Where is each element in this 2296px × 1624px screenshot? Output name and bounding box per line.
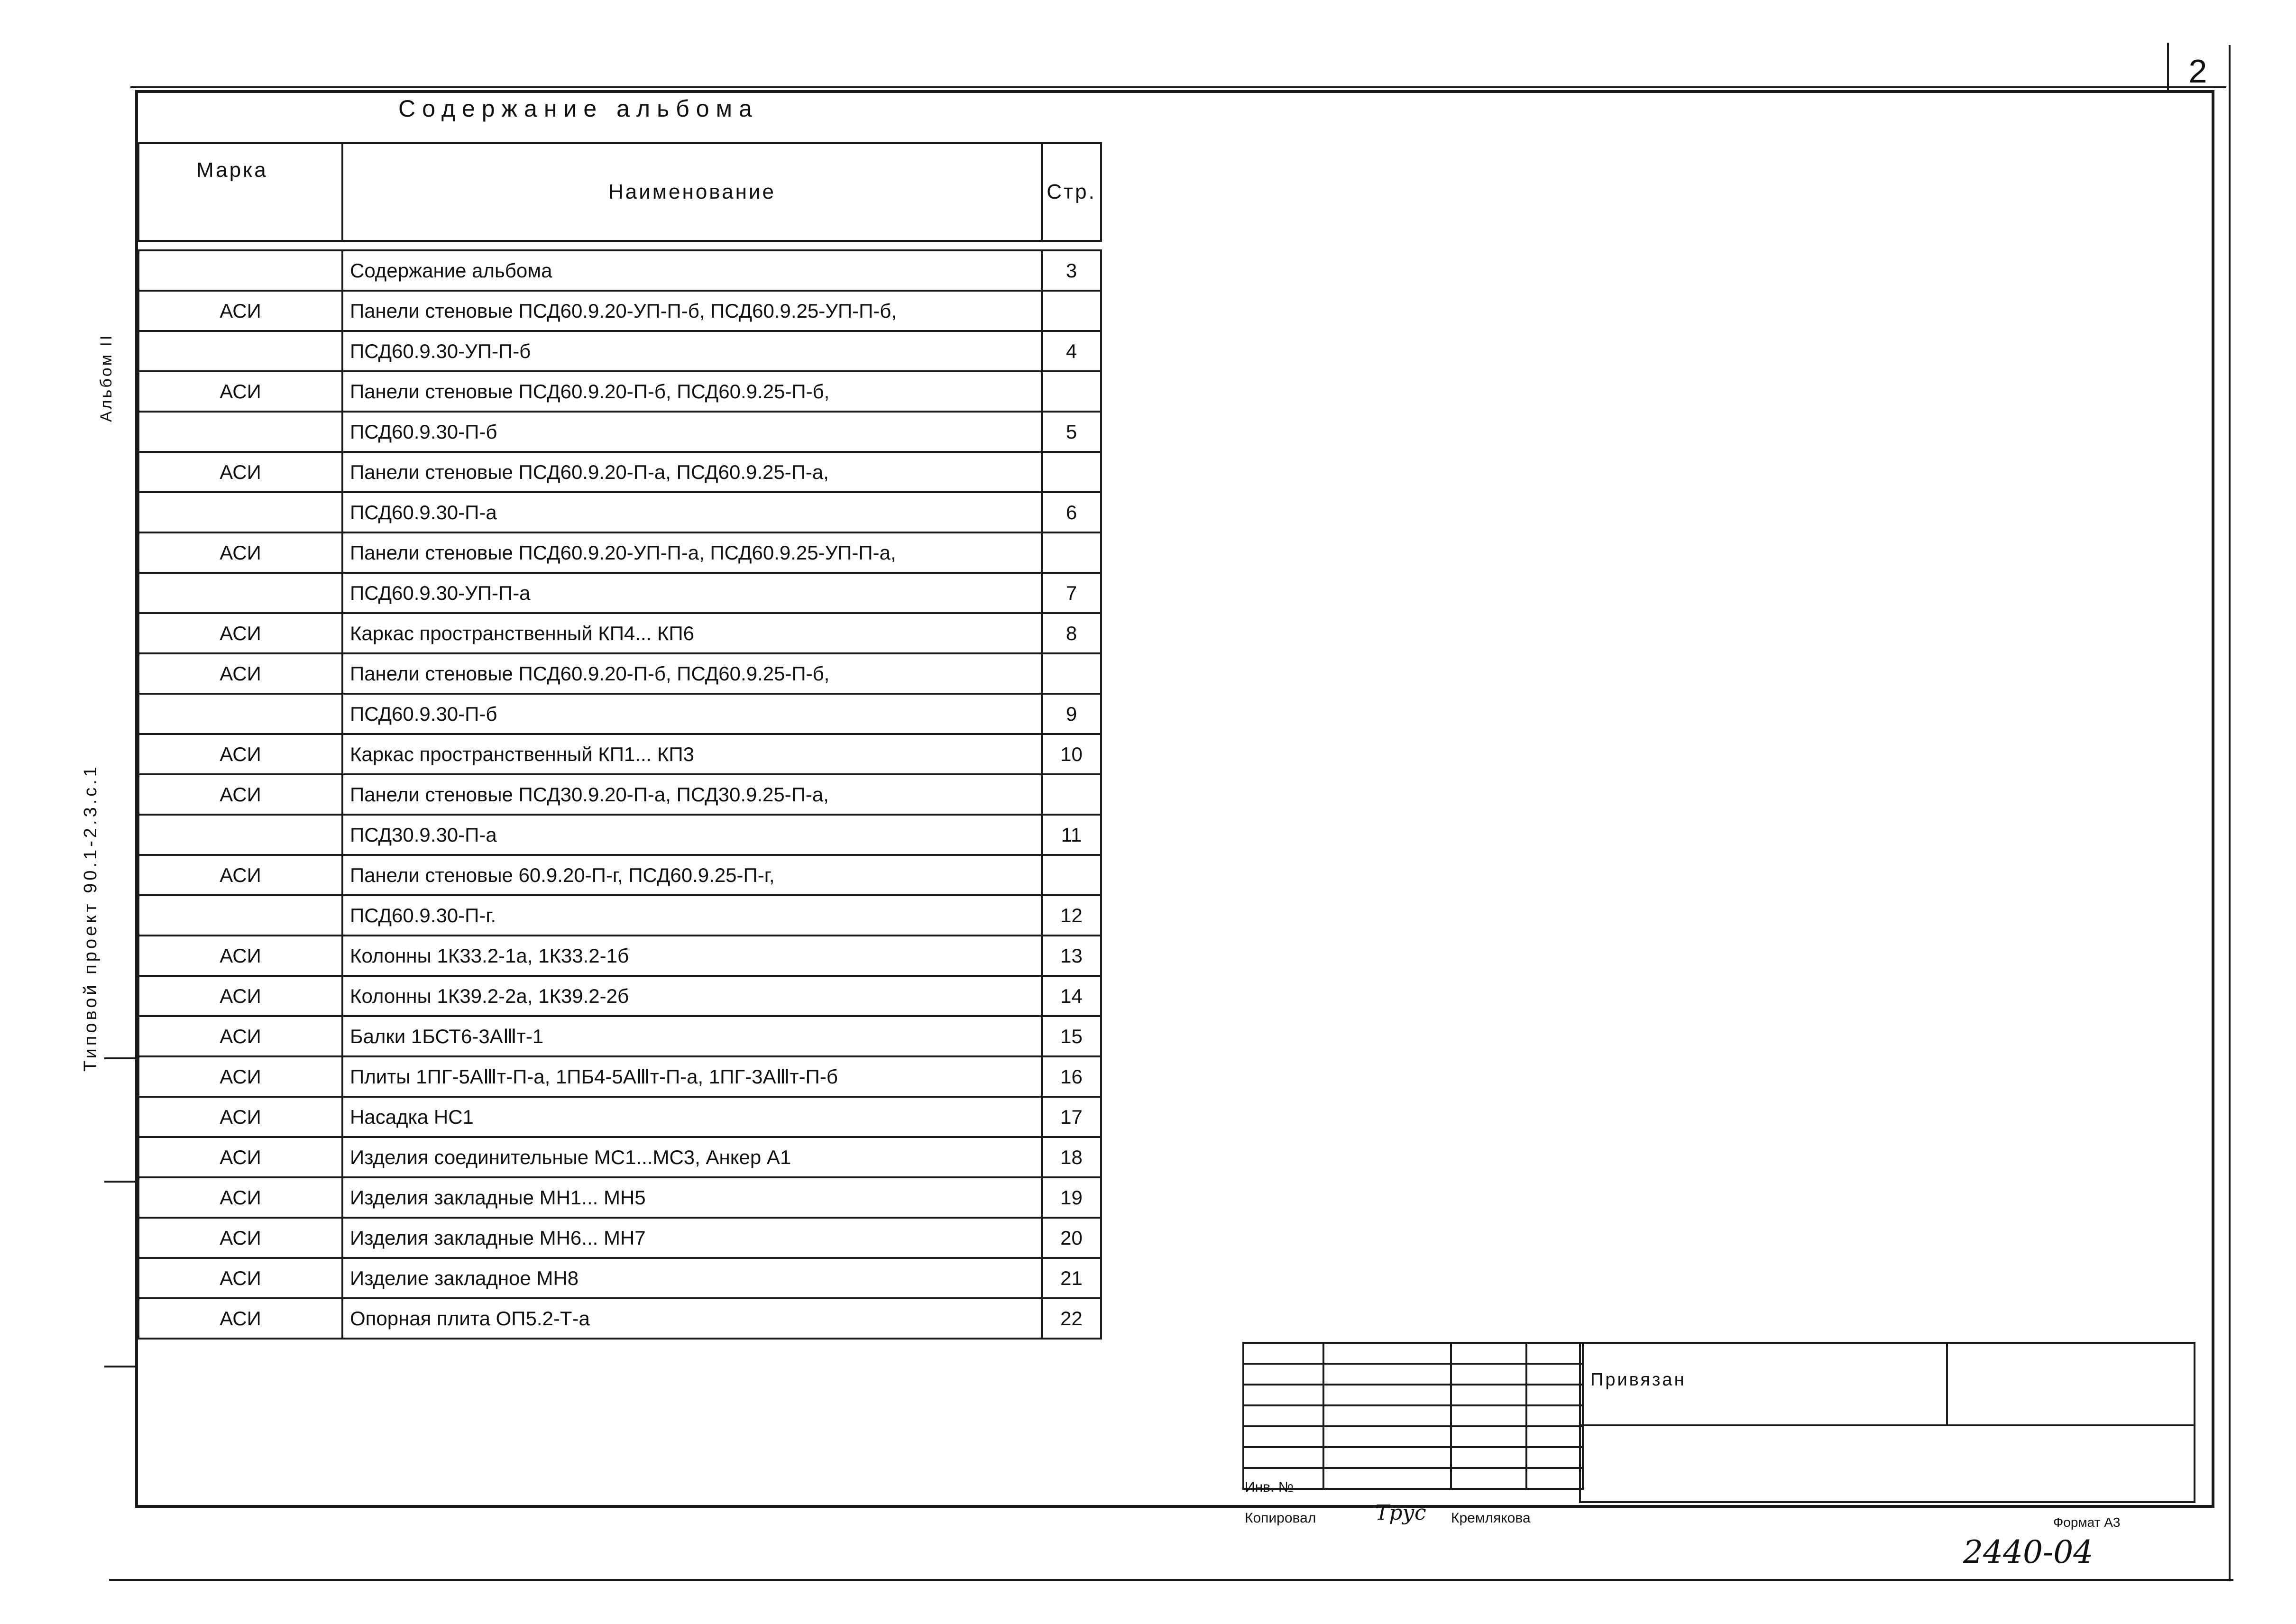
bottom-trim-line: [109, 1579, 2233, 1581]
name-cell: Изделия закладные МН1... МН5: [342, 1177, 1042, 1218]
page-cell: 14: [1042, 976, 1101, 1016]
name-cell: Насадка НС1: [342, 1097, 1042, 1137]
table-row: [138, 895, 1101, 936]
name-cell: Изделие закладное МН8: [342, 1258, 1042, 1298]
binding-tick-2: [104, 1366, 138, 1367]
table-row: [138, 573, 1101, 613]
page-cell: [1042, 532, 1101, 573]
mark-cell: [138, 250, 342, 291]
name-cell: Изделия соединительные МС1...МС3, Анкер А1: [342, 1137, 1042, 1177]
mark-cell: [138, 412, 342, 452]
name-cell: ПСД60.9.30-П-г.: [342, 895, 1042, 936]
frame-top-line: [130, 86, 2226, 88]
mark-cell: АСИ: [138, 452, 342, 492]
page-cell: 3: [1042, 250, 1101, 291]
name-cell: Каркас пространственный КП4... КП6: [342, 613, 1042, 653]
name-cell: Балки 1БСТ6-3АⅢт-1: [342, 1016, 1042, 1056]
mark-cell: АСИ: [138, 1298, 342, 1339]
mark-cell: АСИ: [138, 734, 342, 774]
page-cell: 20: [1042, 1218, 1101, 1258]
page-cell: 6: [1042, 492, 1101, 532]
table-row: [138, 1218, 1101, 1258]
name-cell: ПСД30.9.30-П-а: [342, 815, 1042, 855]
table-row: [138, 936, 1101, 976]
table-row: [138, 1177, 1101, 1218]
column-header-mark: Марка: [138, 143, 342, 241]
mark-cell: [138, 694, 342, 734]
name-cell: ПСД60.9.30-П-а: [342, 492, 1042, 532]
mark-cell: АСИ: [138, 1258, 342, 1298]
frame-right-edge: [2229, 45, 2231, 1581]
name-cell: Опорная плита ОП5.2-Т-а: [342, 1298, 1042, 1339]
mark-cell: [138, 815, 342, 855]
format-label: Формат А3: [2053, 1515, 2121, 1530]
page-cell: 22: [1042, 1298, 1101, 1339]
mark-cell: АСИ: [138, 291, 342, 331]
mark-cell: АСИ: [138, 936, 342, 976]
copied-name: Кремлякова: [1451, 1510, 1531, 1526]
name-cell: ПСД60.9.30-УП-П-а: [342, 573, 1042, 613]
page-cell: 11: [1042, 815, 1101, 855]
name-cell: Панели стеновые ПСД30.9.20-П-а, ПСД30.9.25-П-а,: [342, 774, 1042, 815]
mark-cell: [138, 492, 342, 532]
table-row: [138, 694, 1101, 734]
table-row: [138, 613, 1101, 653]
page-cell: [1042, 291, 1101, 331]
name-cell: Панели стеновые ПСД60.9.20-УП-П-а, ПСД60.9.25-УП-П-а,: [342, 532, 1042, 573]
name-cell: Каркас пространственный КП1... КП3: [342, 734, 1042, 774]
page-title: Содержание альбома: [398, 95, 759, 122]
page-cell: [1042, 371, 1101, 412]
name-cell: Колонны 1К33.2-1а, 1К33.2-1б: [342, 936, 1042, 976]
spacer-cell: [342, 241, 1042, 250]
table-row: [138, 250, 1101, 291]
page-cell: 5: [1042, 412, 1101, 452]
table-row: [138, 1258, 1101, 1298]
table-row: [138, 976, 1101, 1016]
table-row: [138, 452, 1101, 492]
table-row: [138, 1016, 1101, 1056]
stamp-grid: [1242, 1342, 1584, 1490]
page-cell: 16: [1042, 1056, 1101, 1097]
spacer-cell: [138, 241, 342, 250]
table-row: [138, 734, 1101, 774]
name-cell: ПСД60.9.30-УП-П-б: [342, 331, 1042, 371]
inventory-label: Инв. №: [1245, 1479, 1294, 1495]
name-cell: Панели стеновые ПСД60.9.20-П-б, ПСД60.9.25-П-б,: [342, 371, 1042, 412]
sheet-number: 2: [2188, 53, 2207, 90]
mark-cell: АСИ: [138, 1177, 342, 1218]
table-header-row: [138, 143, 1101, 241]
page-cell: 13: [1042, 936, 1101, 976]
table-row: [138, 291, 1101, 331]
name-cell: Панели стеновые ПСД60.9.20-П-а, ПСД60.9.25-П-а,: [342, 452, 1042, 492]
column-header-name: Наименование: [342, 143, 1042, 241]
mark-cell: [138, 895, 342, 936]
table-row: [138, 1056, 1101, 1097]
page-cell: 18: [1042, 1137, 1101, 1177]
binding-tick-1: [104, 1181, 138, 1183]
mark-cell: АСИ: [138, 855, 342, 895]
page-cell: [1042, 855, 1101, 895]
table-row: [138, 855, 1101, 895]
name-cell: Изделия закладные МН6... МН7: [342, 1218, 1042, 1258]
page-cell: 10: [1042, 734, 1101, 774]
name-cell: Содержание альбома: [342, 250, 1042, 291]
table-spacer-row: [138, 241, 1101, 250]
table-row: [138, 492, 1101, 532]
mark-cell: АСИ: [138, 1016, 342, 1056]
mark-cell: [138, 331, 342, 371]
document-code: 2440-04: [1963, 1534, 2094, 1570]
page-cell: 19: [1042, 1177, 1101, 1218]
name-cell: Панели стеновые 60.9.20-П-г, ПСД60.9.25-П-г,: [342, 855, 1042, 895]
page-cell: 17: [1042, 1097, 1101, 1137]
sheet-number-box-left: [2167, 43, 2169, 92]
mark-cell: АСИ: [138, 1137, 342, 1177]
table-row: [138, 774, 1101, 815]
table-row: [138, 371, 1101, 412]
copied-signature: Трус: [1375, 1501, 1426, 1525]
name-cell: Плиты 1ПГ-5АⅢт-П-а, 1ПБ4-5АⅢт-П-а, 1ПГ-3АⅢт-П-б: [342, 1056, 1042, 1097]
mark-cell: АСИ: [138, 613, 342, 653]
page-cell: 12: [1042, 895, 1101, 936]
page-cell: 8: [1042, 613, 1101, 653]
contents-table: [138, 142, 1102, 1340]
table-body: [138, 241, 1101, 1339]
table-row: [138, 1097, 1101, 1137]
column-header-page: Стр.: [1042, 143, 1101, 241]
mark-cell: АСИ: [138, 371, 342, 412]
mark-cell: АСИ: [138, 976, 342, 1016]
stamp-bound-label: Привязан: [1590, 1370, 1686, 1390]
page-cell: 7: [1042, 573, 1101, 613]
mark-cell: [138, 573, 342, 613]
page-cell: 21: [1042, 1258, 1101, 1298]
stamp-divider: [1946, 1344, 1948, 1424]
mark-cell: АСИ: [138, 653, 342, 694]
page-cell: 9: [1042, 694, 1101, 734]
table-row: [138, 532, 1101, 573]
table-row: [138, 412, 1101, 452]
page-cell: [1042, 774, 1101, 815]
page-cell: 4: [1042, 331, 1101, 371]
name-cell: ПСД60.9.30-П-б: [342, 694, 1042, 734]
name-cell: Панели стеновые ПСД60.9.20-П-б, ПСД60.9.25-П-б,: [342, 653, 1042, 694]
name-cell: Панели стеновые ПСД60.9.20-УП-П-б, ПСД60.9.25-УП-П-б,: [342, 291, 1042, 331]
name-cell: Колонны 1К39.2-2а, 1К39.2-2б: [342, 976, 1042, 1016]
page-cell: [1042, 653, 1101, 694]
page-cell: [1042, 452, 1101, 492]
copied-label: Копировал: [1245, 1510, 1316, 1526]
mark-cell: АСИ: [138, 1056, 342, 1097]
table-row: [138, 1298, 1101, 1339]
mark-cell: АСИ: [138, 774, 342, 815]
mark-cell: АСИ: [138, 532, 342, 573]
table-row: [138, 653, 1101, 694]
side-project-label: Типовой проект 90.1-2.3.с.1: [81, 764, 101, 1072]
table-row: [138, 815, 1101, 855]
spacer-cell: [1042, 241, 1101, 250]
stamp-main-block: [1579, 1342, 2195, 1503]
name-cell: ПСД60.9.30-П-б: [342, 412, 1042, 452]
binding-tick-3: [104, 1057, 138, 1059]
table-row: [138, 331, 1101, 371]
mark-cell: АСИ: [138, 1218, 342, 1258]
side-album-label: Альбом II: [97, 333, 115, 422]
mark-cell: АСИ: [138, 1097, 342, 1137]
table-row: [138, 1137, 1101, 1177]
page-cell: 15: [1042, 1016, 1101, 1056]
